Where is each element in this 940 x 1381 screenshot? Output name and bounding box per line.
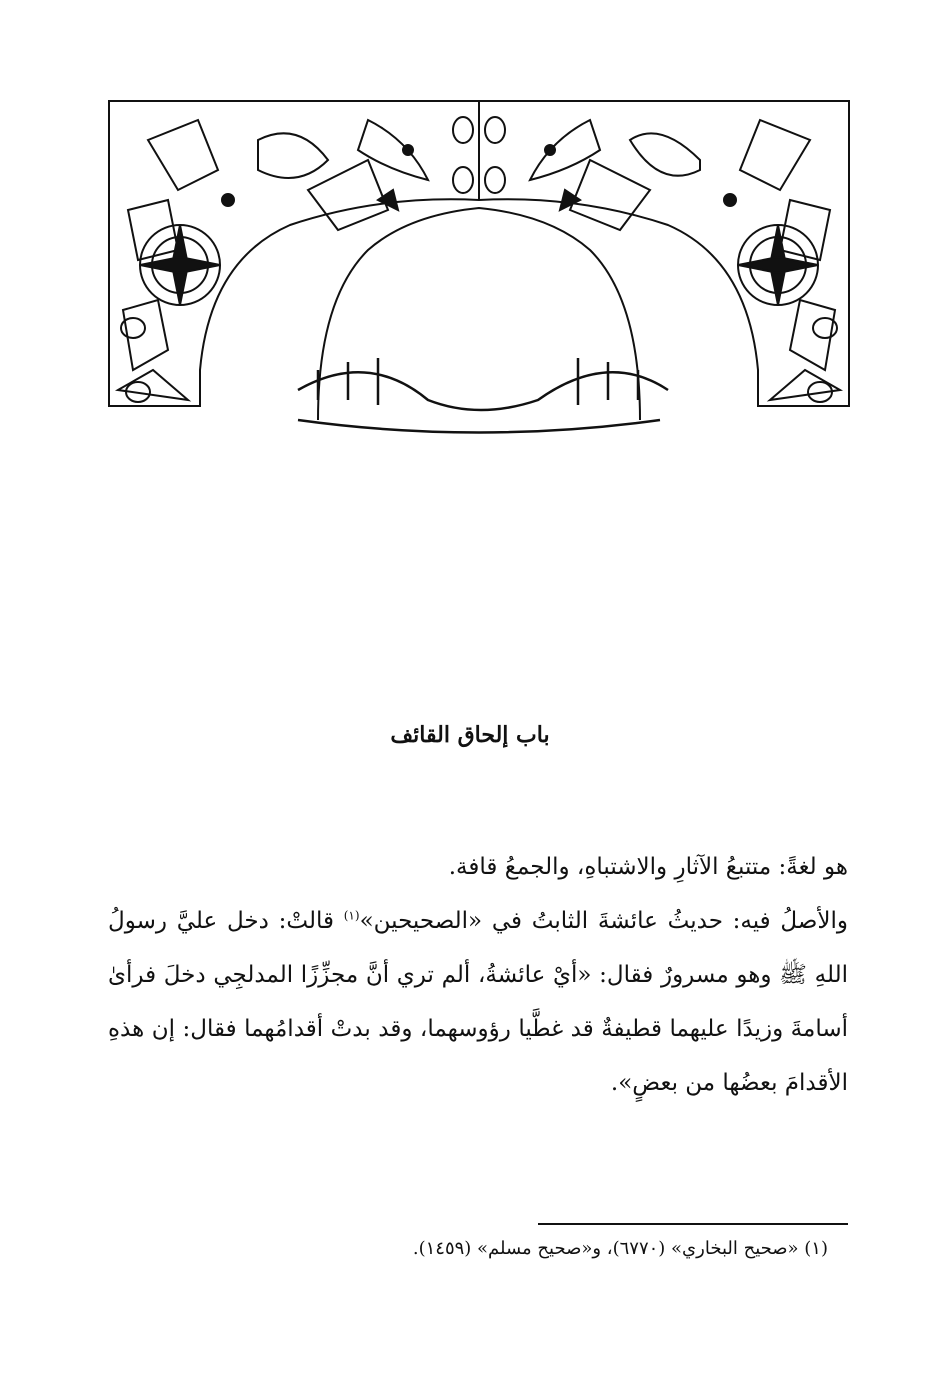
footnote-1: (١) «صحيح البخاري» (٦٧٧٠)، و«صحيح مسلم» (١٤٥٩). [412,1238,828,1259]
chapter-title: باب إلحاق القائف [390,722,550,748]
islamic-arch-ornament-icon [108,100,850,448]
paragraph-2-start: والأصلُ فيه: حديثُ عائشةَ الثابتُ في «الصحيحين» [359,908,848,934]
paragraph-2-rest: قالتْ: دخل عليَّ رسولُ اللهِ ﷺ وهو مسرورٌ فقال: «أيْ عائشةُ، ألم تري أنَّ مجزِّزًا المدلجِي دخلَ فرأىٰ أسامةَ وزيدًا عليهما قطيفةٌ قد غطَّيا رؤوسهما، وقد بدتْ أقدامُهما فقال: إن هذهِ الأقدامَ بعضُها من بعضٍ». [108,908,848,1096]
body-text [108,840,848,1110]
header-ornament [108,100,850,448]
paragraph-1: هو لغةً: متتبعُ الآثارِ والاشتباهِ، والجمعُ قافة. [448,854,848,880]
footnote-divider [538,1223,848,1225]
footnote-marker[interactable]: (١) [343,908,360,923]
paragraph-2 [108,894,848,1110]
